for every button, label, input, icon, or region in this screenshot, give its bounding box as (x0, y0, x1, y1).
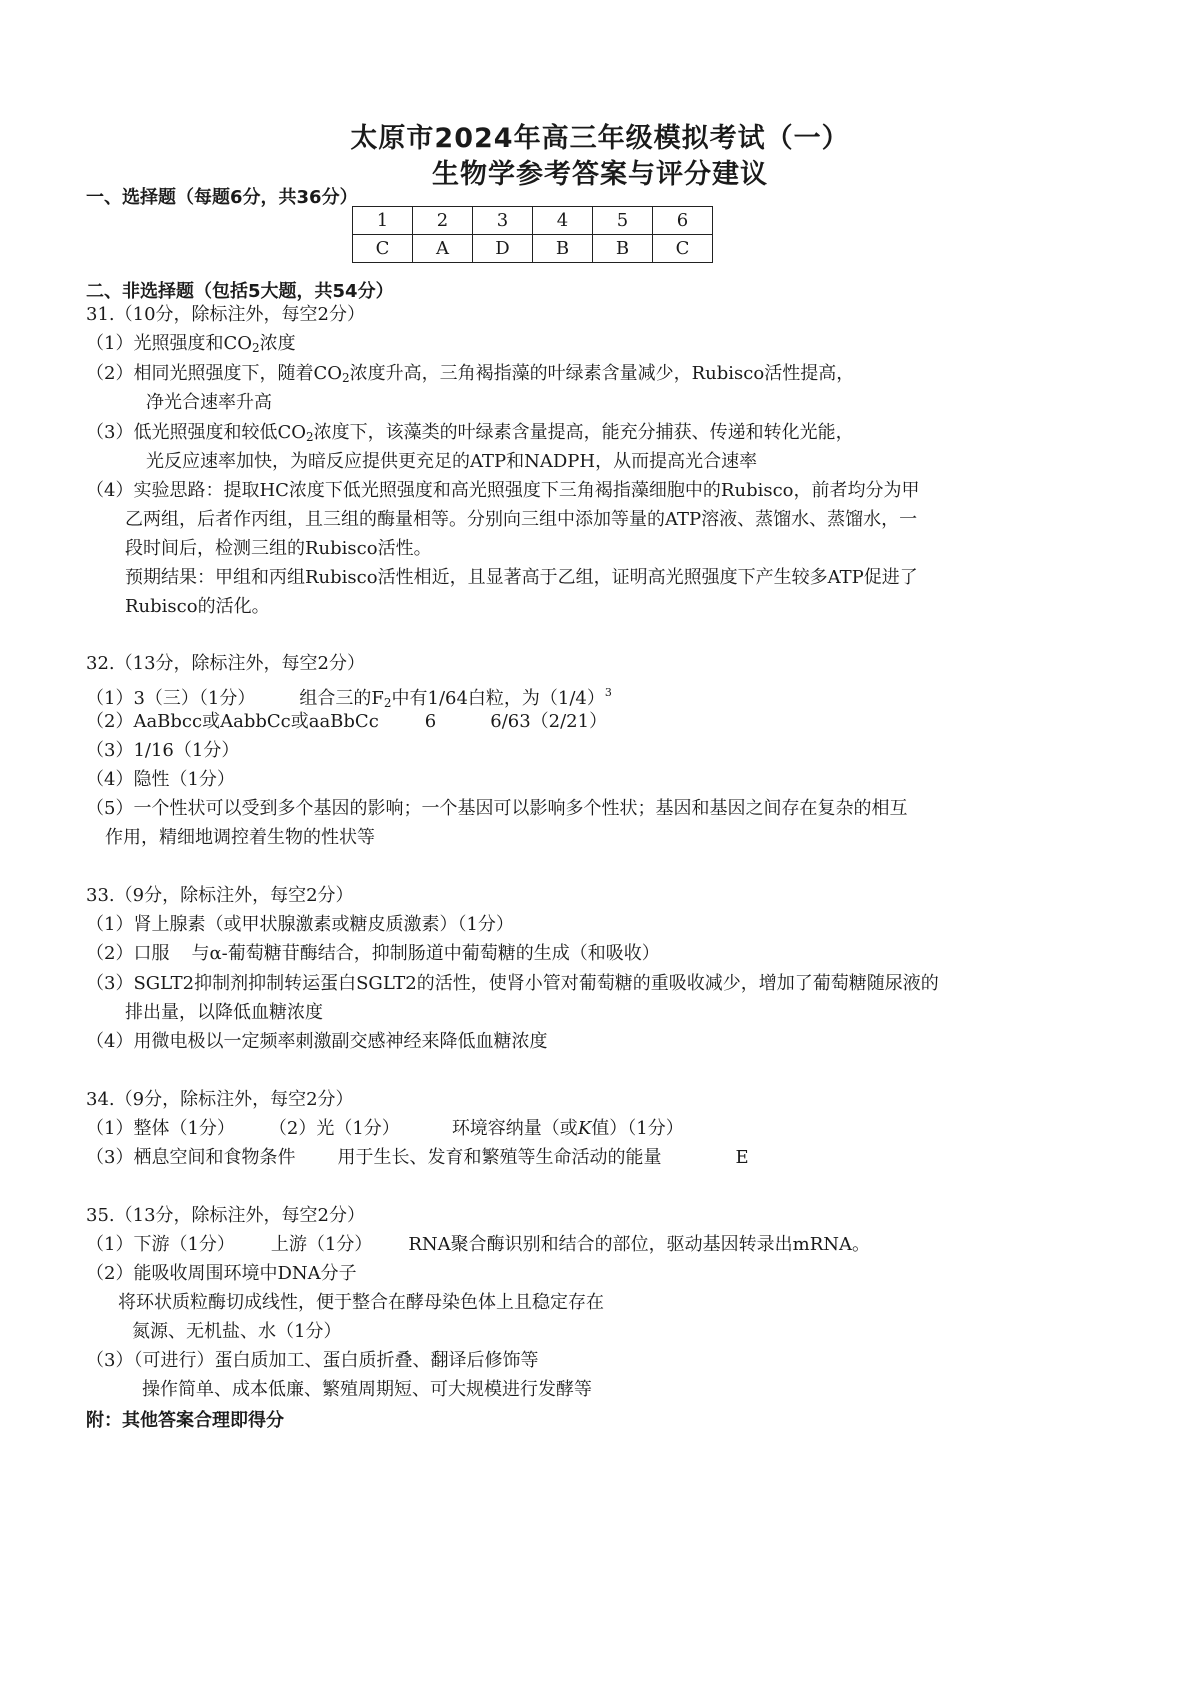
q33-answer-3-line1: （3）SGLT2抑制剂抑制转运蛋白SGLT2的活性，使肾小管对葡萄糖的重吸收减少，增加了葡萄糖随尿液的 (86, 973, 939, 994)
subscript: 2 (341, 371, 350, 385)
subscript: 2 (251, 341, 260, 355)
q32-a2-part2: 6 (424, 711, 437, 732)
question-number-cell: 1 (353, 207, 413, 235)
question-number-cell: 5 (593, 207, 653, 235)
q33-answer-3-line2: 排出量，以降低血糖浓度 (125, 1002, 323, 1023)
q32-a2-part1: （2）AaBbcc或AabbCc或aaBbCc (86, 711, 379, 732)
footer-note: 附：其他答案合理即得分 (86, 1410, 284, 1431)
q32-answer-4: （4）隐性（1分） (86, 769, 235, 790)
q35-answer-3-line1: （3）（可进行）蛋白质加工、蛋白质折叠、翻译后修饰等 (86, 1350, 539, 1371)
q31-a1-text: （1）光照强度和CO (86, 333, 252, 354)
q31-answer-3-cont: 光反应速率加快，为暗反应提供更充足的ATP和NADPH，从而提高光合速率 (146, 451, 758, 472)
q31-a2-text: （2）相同光照强度下，随着CO (86, 363, 342, 384)
q34-header: 34.（9分，除标注外，每空2分） (86, 1089, 354, 1110)
q33-answer-4: （4）用微电极以一定频率刺激副交感神经来降低血糖浓度 (86, 1031, 548, 1052)
q32-a1-part1: （1）3（三）（1分） (86, 688, 256, 709)
answer-table-answer-row (353, 235, 713, 263)
q34-a1: （1）整体（1分） (86, 1118, 235, 1139)
q35-answer-2-line1: （2）能吸收周围环境中DNA分子 (86, 1263, 357, 1284)
answer-table-number-row (353, 207, 713, 235)
q35-answer-1 (86, 1233, 870, 1257)
q31-answer-4-line3: 段时间后，检测三组的Rubisco活性。 (125, 538, 432, 559)
q35-a1-part2: 上游（1分） (270, 1234, 373, 1255)
answer-cell: B (593, 235, 653, 263)
question-number-cell: 6 (653, 207, 713, 235)
q35-a1-part1: （1）下游（1分） (86, 1234, 235, 1255)
q32-a1-part2-mid: 中有1/64白粒，为（1/4） (391, 688, 605, 709)
q31-answer-3 (86, 421, 854, 449)
page-subtitle: 生物学参考答案与评分建议 (432, 159, 768, 190)
q31-answer-4-line1: （4）实验思路：提取HC浓度下低光照强度和高光照强度下三角褐指藻细胞中的Rubisco，前者均分为甲 (86, 480, 920, 501)
q34-a2-part2-end: 值）（1分） (591, 1118, 684, 1139)
q35-a1-part3: RNA聚合酶识别和结合的部位，驱动基因转录出mRNA。 (408, 1234, 871, 1255)
q31-answer-4-line2: 乙两组，后者作丙组，且三组的酶量相等。分别向三组中添加等量的ATP溶液、蒸馏水、蒸馏水，一 (125, 509, 918, 530)
q33-header: 33.（9分，除标注外，每空2分） (86, 885, 354, 906)
q34-a2-part2: 环境容纳量（或 (451, 1118, 578, 1139)
q32-a2-part3: 6/63（2/21） (490, 711, 608, 732)
answer-table (352, 206, 713, 263)
section1-heading: 一、选择题（每题6分，共36分） (86, 187, 358, 208)
q32-answer-5-line1: （5）一个性状可以受到多个基因的影响；一个基因可以影响多个性状；基因和基因之间存在复杂的相互 (86, 798, 908, 819)
q31-a1-text-end: 浓度 (259, 333, 296, 354)
q35-answer-3-line2: 操作简单、成本低廉、繁殖周期短、可大规模进行发酵等 (142, 1379, 592, 1400)
q31-answer-2 (86, 362, 854, 390)
answer-cell: A (413, 235, 473, 263)
question-number-cell: 2 (413, 207, 473, 235)
q34-answer-3 (86, 1146, 749, 1170)
superscript: 3 (604, 686, 612, 699)
q32-answer-5-line2: 作用，精细地调控着生物的性状等 (105, 827, 375, 848)
q35-answer-2-line3: 氮源、无机盐、水（1分） (132, 1321, 342, 1342)
q33-answer-1: （1）肾上腺素（或甲状腺激素或糖皮质激素）（1分） (86, 914, 514, 935)
question-number-cell: 4 (533, 207, 593, 235)
k-value-symbol: K (577, 1118, 592, 1139)
q33-a2-part1: （2）口服 (86, 943, 170, 964)
q35-answer-2-line2: 将环状质粒酶切成线性，便于整合在酵母染色体上且稳定存在 (118, 1292, 604, 1313)
q31-answer-1 (86, 332, 296, 360)
q31-answer-2-cont: 净光合速率升高 (146, 392, 272, 413)
subscript: 2 (305, 430, 314, 444)
q31-expected-result-line2: Rubisco的活化。 (125, 596, 270, 617)
question-number-cell: 3 (473, 207, 533, 235)
q34-a2: （2）光（1分） (268, 1118, 400, 1139)
q32-answer-3: （3）1/16（1分） (86, 740, 240, 761)
q31-header: 31.（10分，除标注外，每空2分） (86, 304, 365, 325)
subscript: 2 (383, 696, 392, 710)
q31-a2-text-end: 浓度升高，三角褐指藻的叶绿素含量减少，Rubisco活性提高， (349, 363, 855, 384)
q35-header: 35.（13分，除标注外，每空2分） (86, 1205, 365, 1226)
q34-a3-part1: （3）栖息空间和食物条件 (86, 1147, 296, 1168)
q31-a3-text: （3）低光照强度和较低CO (86, 422, 306, 443)
answer-cell: B (533, 235, 593, 263)
q34-a3-part2: 用于生长、发育和繁殖等生命活动的能量 (337, 1147, 662, 1168)
page-title: 太原市2024年高三年级模拟考试（一） (350, 123, 850, 154)
answer-cell: C (653, 235, 713, 263)
q31-expected-result-line1: 预期结果：甲组和丙组Rubisco活性相近，且显著高于乙组，证明高光照强度下产生较多ATP促进了 (125, 567, 918, 588)
q33-a2-part2: 与α-葡萄糖苷酶结合，抑制肠道中葡萄糖的生成（和吸收） (191, 943, 660, 964)
q32-a1-part2: 组合三的F (299, 688, 384, 709)
q32-answer-2 (86, 710, 607, 734)
answer-cell: C (353, 235, 413, 263)
q33-answer-2 (86, 942, 660, 966)
q34-a3-part3: E (735, 1147, 749, 1168)
q31-a3-text-end: 浓度下，该藻类的叶绿素含量提高，能充分捕获、传递和转化光能， (313, 422, 854, 443)
q32-header: 32.（13分，除标注外，每空2分） (86, 653, 365, 674)
section2-heading: 二、非选择题（包括5大题，共54分） (86, 281, 394, 302)
q34-answer-1-2 (86, 1117, 684, 1141)
answer-cell: D (473, 235, 533, 263)
